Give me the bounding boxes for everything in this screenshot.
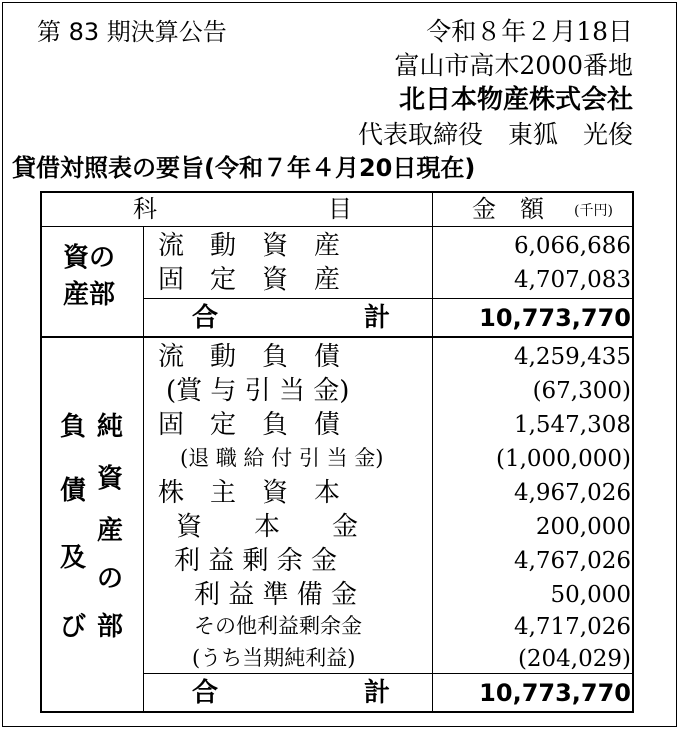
row-value: 6,066,686 <box>513 233 631 259</box>
liab-side-char: の <box>97 564 124 594</box>
column-header-amount: 金 額 <box>472 195 544 223</box>
liab-total-label-2: 計 <box>364 678 391 708</box>
row-value: 200,000 <box>535 514 631 540</box>
row-value: 4,259,435 <box>513 344 631 370</box>
liab-side-char: 純 <box>97 412 124 442</box>
row-label: 固 定 資 産 <box>158 265 341 295</box>
row-value: 1,547,308 <box>513 412 631 438</box>
liab-side-char: び <box>60 612 87 642</box>
liab-side-char: 及 <box>60 543 87 573</box>
row-label: 流 動 負 債 <box>158 342 341 372</box>
company-name: 北日本物産株式会社 <box>398 85 633 115</box>
row-value: 4,967,026 <box>513 480 631 506</box>
liab-side-char: 部 <box>97 612 124 642</box>
row-label: 流 動 資 産 <box>158 231 341 261</box>
row-value: 50,000 <box>550 582 631 608</box>
row-label: 利 益 剰 余 金 <box>174 546 338 576</box>
notice-date: 令和８年２月18日 <box>426 17 633 46</box>
row-label: 固 定 負 債 <box>158 410 341 440</box>
notice-title: 第 83 期決算公告 <box>37 18 227 46</box>
row-label: (うち当期純利益) <box>192 646 356 670</box>
liab-side-char: 産 <box>97 516 124 546</box>
row-label: (賞 与 引 当 金) <box>166 376 350 406</box>
column-header-kamoku-1: 科 <box>133 195 157 223</box>
row-value: 4,717,026 <box>513 614 631 640</box>
liab-side-char: 負 <box>60 412 87 442</box>
column-header-unit: (千円) <box>574 203 613 219</box>
row-value: 4,767,026 <box>513 548 631 574</box>
row-value: 4,707,083 <box>513 267 631 293</box>
row-label: 株 主 資 本 <box>158 478 341 508</box>
representative: 代表取締役 東狐 光俊 <box>357 120 633 149</box>
row-value: (1,000,000) <box>495 446 631 472</box>
liab-total-value: 10,773,770 <box>479 679 631 707</box>
row-label: 利 益 準 備 金 <box>194 580 358 610</box>
company-address: 富山市高木2000番地 <box>394 51 633 80</box>
assets-total-value: 10,773,770 <box>479 304 631 332</box>
liab-total-label-1: 合 <box>192 678 219 708</box>
assets-side-label-2: 産部 <box>63 280 116 310</box>
row-label: その他利益剰余金 <box>194 614 362 638</box>
row-label: 資 本 金 <box>176 512 359 542</box>
balance-sheet-title: 貸借対照表の要旨(令和７年４月20日現在) <box>12 154 476 182</box>
assets-total-label-2: 計 <box>364 303 391 333</box>
liab-side-char: 資 <box>97 464 124 494</box>
assets-total-label-1: 合 <box>192 303 219 333</box>
assets-side-label-1: 資の <box>63 243 116 273</box>
liab-side-char: 債 <box>60 476 87 506</box>
column-header-kamoku-2: 目 <box>328 195 352 223</box>
row-value: (204,029) <box>517 646 631 672</box>
row-label: (退 職 給 付 引 当 金) <box>180 446 384 470</box>
row-value: (67,300) <box>532 378 631 404</box>
